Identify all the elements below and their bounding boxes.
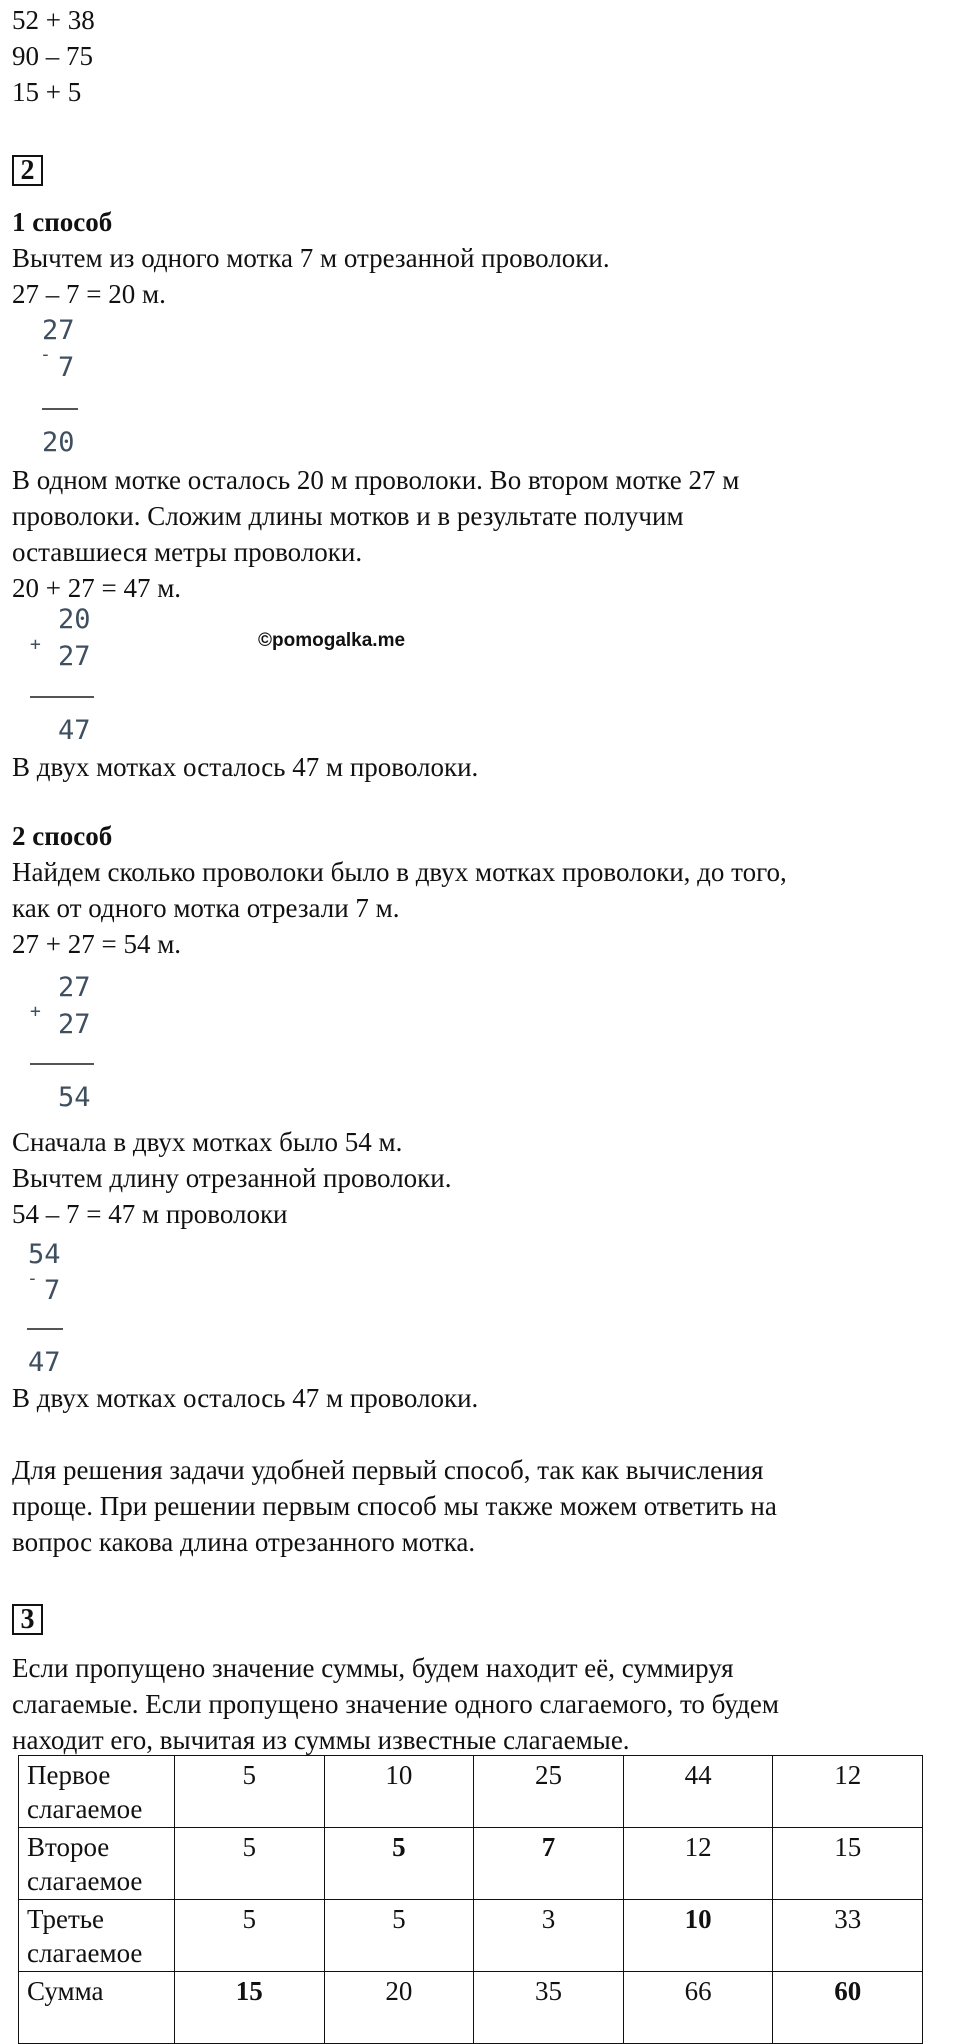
table-cell: 15	[773, 1828, 923, 1900]
calc-operand-a: 27	[58, 972, 91, 1003]
task-number-3: 3	[12, 1604, 43, 1635]
calc-operand-b: 7	[58, 352, 75, 383]
row-label: Третье слагаемое	[19, 1900, 175, 1972]
calc-operand-b: 27	[58, 641, 91, 672]
table-row	[19, 1756, 923, 1828]
table-cell: 25	[474, 1756, 624, 1828]
table-cell-answer: 60	[773, 1972, 923, 2044]
method-1-conclusion: В двух мотках осталось 47 м проволоки.	[12, 752, 479, 782]
calc-result: 20	[42, 427, 75, 458]
method-1-equation-2: 20 + 27 = 47 м.	[12, 573, 182, 603]
calc-operator: +	[30, 634, 41, 655]
expression-line-3: 15 + 5	[12, 77, 82, 107]
table-cell: 5	[175, 1828, 325, 1900]
table-cell: 3	[474, 1900, 624, 1972]
table-row	[19, 1900, 923, 1972]
method-2-text-1: Найдем сколько проволоки было в двух мотках проволоки, до того,	[12, 857, 787, 887]
calc-operand-a: 54	[28, 1239, 61, 1270]
task-3-intro-2: слагаемые. Если пропущено значение одного слагаемого, то будем	[12, 1689, 779, 1719]
addends-table	[18, 1755, 923, 2044]
table-cell: 5	[175, 1900, 325, 1972]
table-cell-answer: 15	[175, 1972, 325, 2044]
method-2-text-4: Вычтем длину отрезанной проволоки.	[12, 1163, 452, 1193]
table-cell: 66	[623, 1972, 773, 2044]
calc-operator: -	[40, 344, 51, 365]
table-row	[19, 1972, 923, 2044]
table-cell-answer: 7	[474, 1828, 624, 1900]
table-cell: 20	[324, 1972, 474, 2044]
table-row	[19, 1828, 923, 1900]
calc-operand-a: 20	[58, 604, 91, 635]
row-label: Сумма	[19, 1972, 175, 2044]
summary-line-3: вопрос какова длина отрезанного мотка.	[12, 1527, 476, 1557]
table-cell: 10	[324, 1756, 474, 1828]
expression-line-1: 52 + 38	[12, 5, 95, 35]
calc-operator: +	[30, 1001, 41, 1022]
calc-result: 47	[28, 1347, 61, 1378]
calc-rule	[30, 696, 94, 698]
method-1-equation-1: 27 – 7 = 20 м.	[12, 279, 166, 309]
row-label: Второе слагаемое	[19, 1828, 175, 1900]
watermark: ©pomogalka.me	[258, 630, 406, 651]
summary-line-1: Для решения задачи удобней первый способ, так как вычисления	[12, 1455, 764, 1485]
method-1-text-2: В одном мотке осталось 20 м проволоки. Во втором мотке 27 м	[12, 465, 740, 495]
row-label: Первое слагаемое	[19, 1756, 175, 1828]
table-cell: 33	[773, 1900, 923, 1972]
calc-result: 54	[58, 1082, 91, 1113]
table-cell: 5	[324, 1900, 474, 1972]
method-2-text-2: как от одного мотка отрезали 7 м.	[12, 893, 400, 923]
table-cell: 35	[474, 1972, 624, 2044]
method-1-text-1: Вычтем из одного мотка 7 м отрезанной проволоки.	[12, 243, 610, 273]
expression-line-2: 90 – 75	[12, 41, 93, 71]
table-cell: 12	[623, 1828, 773, 1900]
summary-line-2: проще. При решении первым способ мы также можем ответить на	[12, 1491, 777, 1521]
calc-operand-a: 27	[42, 315, 75, 346]
calc-rule	[30, 1063, 94, 1065]
method-1-text-4: оставшиеся метры проволоки.	[12, 537, 363, 567]
calc-operand-b: 27	[58, 1009, 91, 1040]
table-cell: 5	[175, 1756, 325, 1828]
calc-rule	[27, 1328, 63, 1330]
task-number-2: 2	[12, 155, 43, 186]
method-2-text-3: Сначала в двух мотках было 54 м.	[12, 1127, 403, 1157]
calc-rule	[42, 408, 78, 410]
method-2-equation-1: 27 + 27 = 54 м.	[12, 929, 182, 959]
task-3-intro-3: находит его, вычитая из суммы известные слагаемые.	[12, 1725, 630, 1755]
calc-operator: -	[27, 1268, 38, 1289]
method-2-conclusion: В двух мотках осталось 47 м проволоки.	[12, 1383, 479, 1413]
table-cell-answer: 10	[623, 1900, 773, 1972]
calc-result: 47	[58, 715, 91, 746]
task-3-intro-1: Если пропущено значение суммы, будем находит её, суммируя	[12, 1653, 734, 1683]
table-cell: 12	[773, 1756, 923, 1828]
calc-operand-b: 7	[44, 1275, 61, 1306]
method-1-text-3: проволоки. Сложим длины мотков и в результате получим	[12, 501, 684, 531]
method-2-equation-2: 54 – 7 = 47 м проволоки	[12, 1199, 288, 1229]
table-cell: 44	[623, 1756, 773, 1828]
table-cell-answer: 5	[324, 1828, 474, 1900]
method-1-title: 1 способ	[12, 207, 113, 237]
method-2-title: 2 способ	[12, 821, 113, 851]
